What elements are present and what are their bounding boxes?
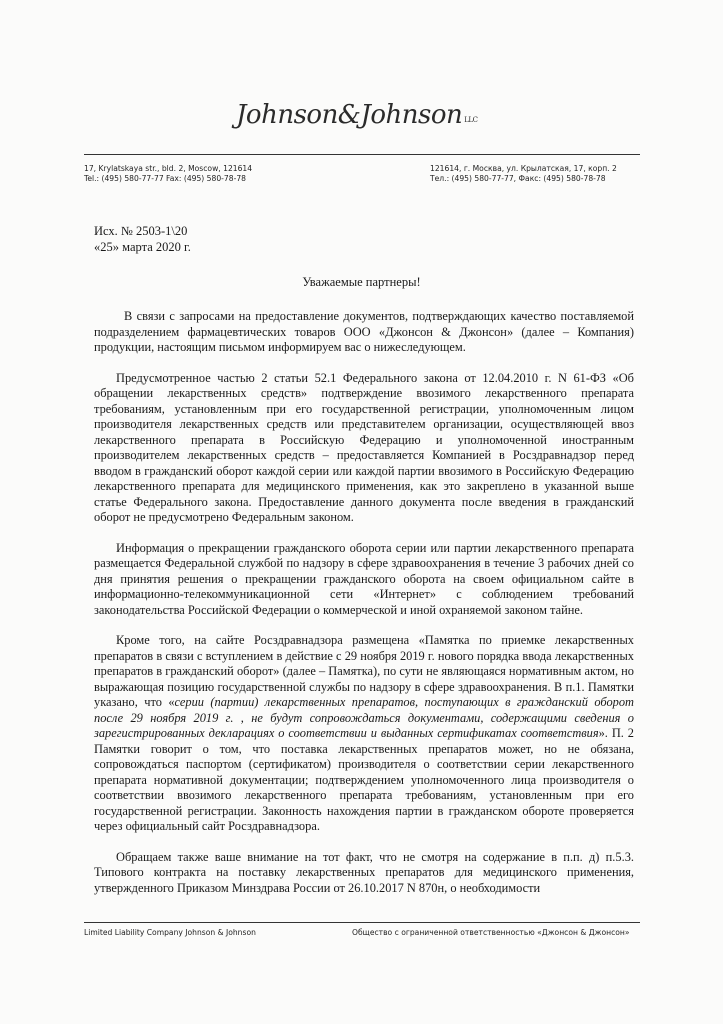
letter-date: «25» марта 2020 г. xyxy=(94,240,191,254)
company-logo xyxy=(236,100,477,130)
logo-suffix: LLC xyxy=(464,116,478,124)
address-english-line: 17, Krylatskaya str., bld. 2, Moscow, 121614 xyxy=(84,164,253,173)
letter-reference xyxy=(94,223,191,255)
footer-divider xyxy=(84,922,640,923)
paragraph-4-end: ». П. 2 Памятки говорит о том, что поставка лекарственных препаратов может, но не обязана, сопровождаться паспортом (сертификатом) производителя о соответствии серии лекарственного препарата нормативной документации; подтверждением уполномоченного лица производителя о соответствии ввозимого лекарственного препарата требованиям, установленным при его государственной регистрации. Законность нахождения партии в гражданском обороте проверяется через официальный сайт Росздравнадзора. xyxy=(94,726,635,833)
phone-english-line: Tel.: (495) 580-77-77 Fax: (495) 580-78-78 xyxy=(84,174,246,183)
greeting: Уважаемые партнеры! xyxy=(302,275,421,289)
paragraph-4-quote: серии (партии) лекарственных препаратов, поступающих в гражданский оборот после 29 ноября 2019 г. , не будут сопровождаться документами, содержащими сведения о зарегистрированных декларациях о соответствии и выданных сертификатах соответствия xyxy=(94,695,634,740)
phone-russian-line: Тел.: (495) 580-77-77, Факс: (495) 580-78-78 xyxy=(430,174,606,183)
paragraph-1: В связи с запросами на предоставление документов, подтверждающих качество поставляемой подразделением фармацевтических товаров ООО «Джонсон & Джонсон» (далее – Компания) продукции, настоящим письмом информируем вас о нижеследующем. xyxy=(94,309,634,354)
address-english xyxy=(84,164,252,184)
footer-company-russian: Общество с ограниченной ответственностью «Джонсон & Джонсон» xyxy=(352,928,630,937)
logo-text: Johnson&Johnson xyxy=(236,100,463,130)
footer-company-english: Limited Liability Company Johnson & Johnson xyxy=(84,928,256,937)
paragraph-2: Предусмотренное частью 2 статьи 52.1 Федерального закона от 12.04.2010 г. N 61-ФЗ «Об обращении лекарственных средств» подтверждение ввозимого лекарственного препарата требованиям, установленным при его государственной регистрации, уполномоченным лицом производителя лекарственных средств или представителем организации, осуществляющей ввоз лекарственного препарата в Российскую Федерацию и уполномоченной иностранным производителем лекарственных средств – предоставляется Компанией в Росздравнадзор перед вводом в гражданский оборот каждой серии или каждой партии ввозимого в Российскую Федерацию лекарственного препарата для медицинского применения, как это закреплено в указанной выше статье Федерального закона. Предоставление данного документа после введения в гражданский оборот не предусмотрено Федеральным законом. xyxy=(94,370,634,524)
reference-number: Исх. № 2503-1\20 xyxy=(94,224,188,238)
paragraph-3: Информация о прекращении гражданского оборота серии или партии лекарственного препарата размещается Федеральной службой по надзору в сфере здравоохранения в течение 3 рабочих дней со дня принятия решения о прекращении гражданского оборота на своем официальном сайте в информационно-телекоммуникационной сети «Интернет» с соблюдением требований законодательства Российской Федерации о коммерческой и иной охраняемой законом тайне. xyxy=(94,540,634,617)
paragraph-4-start: Кроме того, на сайте Росздравнадзора размещена «Памятка по приемке лекарственных препаратов в связи с вступлением в действие с 29 ноября 2019 г. нового порядка ввода лекарственных препаратов в гражданский оборот» (далее – Памятка), по сути не являющаяся нормативным актом, но выражающая позицию государственной службы по надзору в сфере здравоохранения. В п.1. Памятки указано, что « xyxy=(94,633,634,709)
paragraph-5: Обращаем также ваше внимание на тот факт, что не смотря на содержание в п.п. д) п.5.3. Типового контракта на поставку лекарственных препаратов для медицинского применения, утвержденного Приказом Минздрава России от 26.10.2017 N 870н, о необходимости xyxy=(94,849,634,895)
letter-body xyxy=(94,309,634,911)
paragraph-4 xyxy=(94,633,634,835)
address-russian-line: 121614, г. Москва, ул. Крылатская, 17, корп. 2 xyxy=(430,164,617,173)
header-divider xyxy=(84,154,640,155)
address-russian xyxy=(430,164,617,184)
